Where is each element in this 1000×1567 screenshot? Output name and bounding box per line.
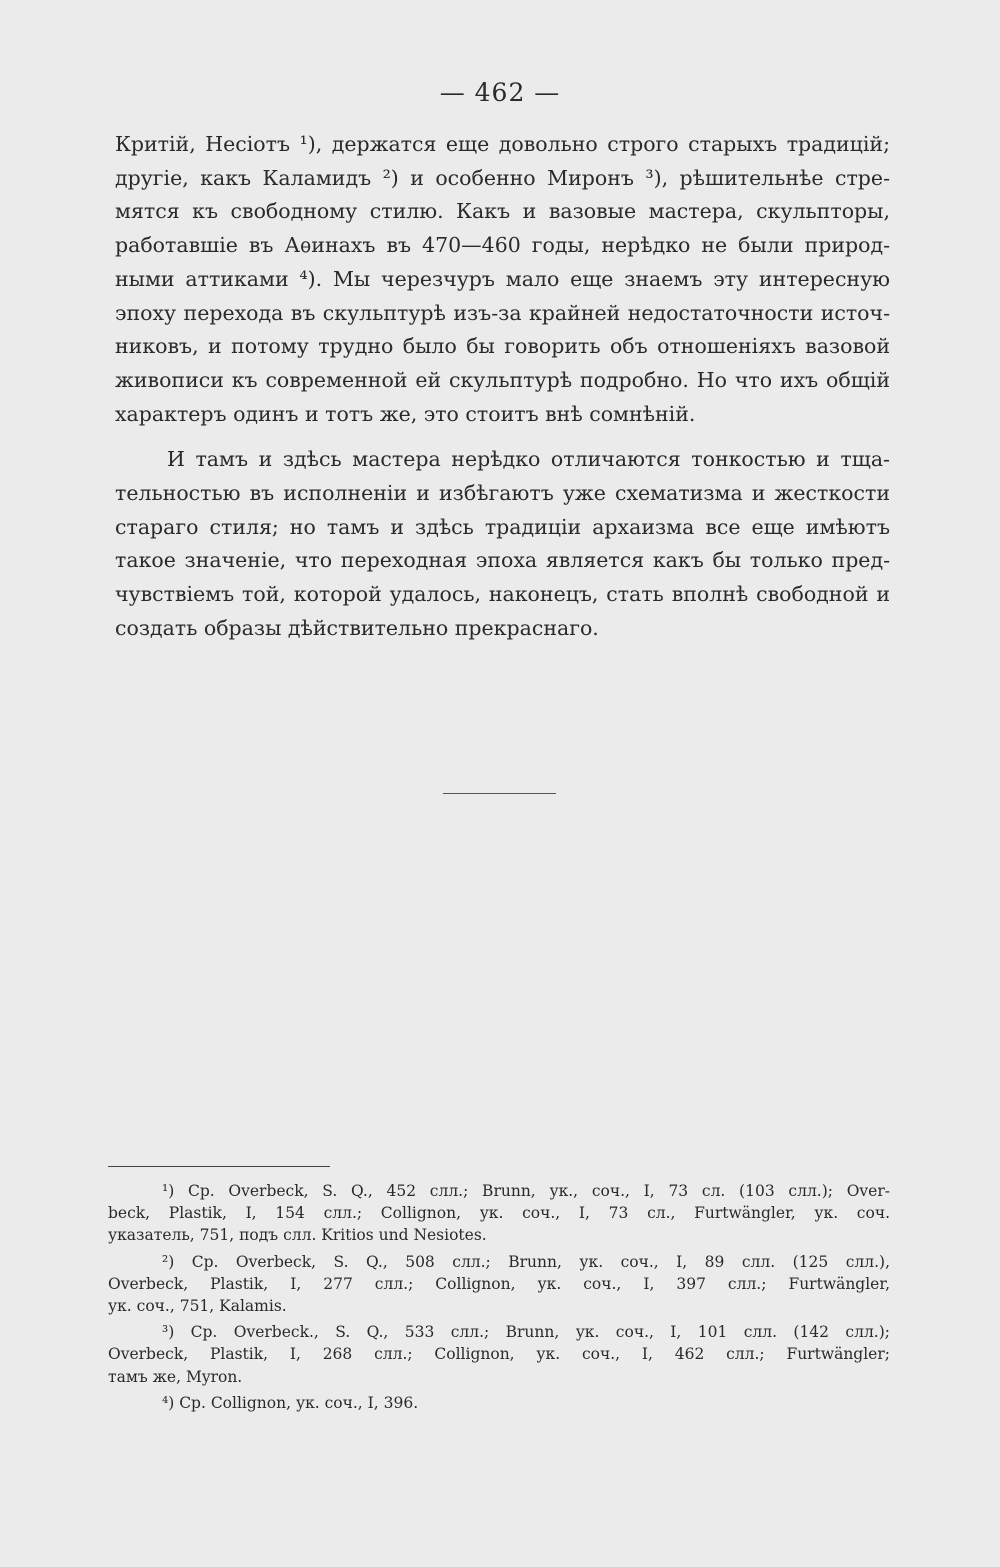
footnote-line: тамъ же, Myron.: [108, 1367, 243, 1386]
text-line: создать образы дѣйствительно прекраснаго.: [115, 615, 599, 640]
footnote-line: Overbeck, Plastik, I, 268 слл.; Collignon, ук. соч., I, 462 слл.; Furtwängler;: [108, 1345, 890, 1364]
footnote-line: ⁴) Ср. Collignon, ук. соч., I, 396.: [162, 1393, 419, 1412]
footnote-line: ³) Ср. Overbeck., S. Q., 533 слл.; Brunn, ук. соч., I, 101 слл. (142 слл.);: [162, 1323, 890, 1342]
text-line: работавшіе въ Аѳинахъ въ 470—460 годы, нерѣдко не были природ-: [115, 233, 890, 258]
footnote-line: ¹) Ср. Overbeck, S. Q., 452 слл.; Brunn, ук., соч., I, 73 сл. (103 слл.); Over-: [162, 1182, 890, 1200]
paragraph-1: [115, 128, 890, 431]
footnote-3: [108, 1321, 890, 1388]
footnote-line: ук. соч., 751, Kalamis.: [108, 1297, 287, 1316]
footnote-4: [108, 1392, 890, 1414]
section-divider: [443, 793, 556, 794]
text-line: живописи къ современной ей скульптурѣ подробно. Но что ихъ общій: [115, 367, 890, 392]
footnotes: [108, 1180, 890, 1418]
main-text: [115, 128, 890, 646]
text-line: тельностью въ исполненіи и избѣгаютъ уже схематизма и жесткости: [115, 481, 890, 506]
text-line: ными аттиками ⁴). Мы черезчуръ мало еще знаемъ эту интересную: [115, 266, 890, 291]
text-line: И тамъ и здѣсь мастера нерѣдко отличаются тонкостью и тща-: [167, 447, 890, 472]
footnote-line: ²) Ср. Overbeck, S. Q., 508 слл.; Brunn, ук. соч., I, 89 слл. (125 слл.),: [162, 1252, 890, 1271]
text-line: стараго стиля; но тамъ и здѣсь традиціи архаизма все еще имѣютъ: [115, 514, 890, 539]
text-line: чувствіемъ той, которой удалось, наконецъ, стать вполнѣ свободной и: [115, 582, 890, 607]
footnote-line: указатель, 751, подъ слл. Kritios und Nesiotes.: [108, 1226, 487, 1245]
text-line: эпоху перехода въ скульптурѣ изъ-за крайней недостаточности источ-: [115, 300, 890, 325]
text-line: мятся къ свободному стилю. Какъ и вазовые мастера, скульпторы,: [115, 199, 890, 224]
footnote-rule: [108, 1166, 330, 1167]
footnote-line: Overbeck, Plastik, I, 277 слл.; Collignon, ук. соч., I, 397 слл.; Furtwängler,: [108, 1274, 890, 1293]
paragraph-2: [115, 443, 890, 645]
page-number: — 462 —: [439, 78, 561, 107]
text-line: такое значеніе, что переходная эпоха является какъ бы только пред-: [115, 548, 890, 573]
text-line: Критій, Несіотъ ¹), держатся еще довольно строго старыхъ традицій;: [115, 132, 890, 156]
text-line: другіе, какъ Каламидъ ²) и особенно Миронъ ³), рѣшительнѣе стре-: [115, 165, 890, 190]
text-line: никовъ, и потому трудно было бы говорить объ отношеніяхъ вазовой: [115, 334, 890, 359]
footnote-2: [108, 1251, 890, 1318]
text-line: характеръ одинъ и тотъ же, это стоитъ внѣ сомнѣній.: [115, 401, 696, 426]
footnote-line: beck, Plastik, I, 154 слл.; Collignon, ук. соч., I, 73 сл., Furtwängler, ук. соч.: [108, 1204, 890, 1223]
footnote-1: [108, 1180, 890, 1247]
